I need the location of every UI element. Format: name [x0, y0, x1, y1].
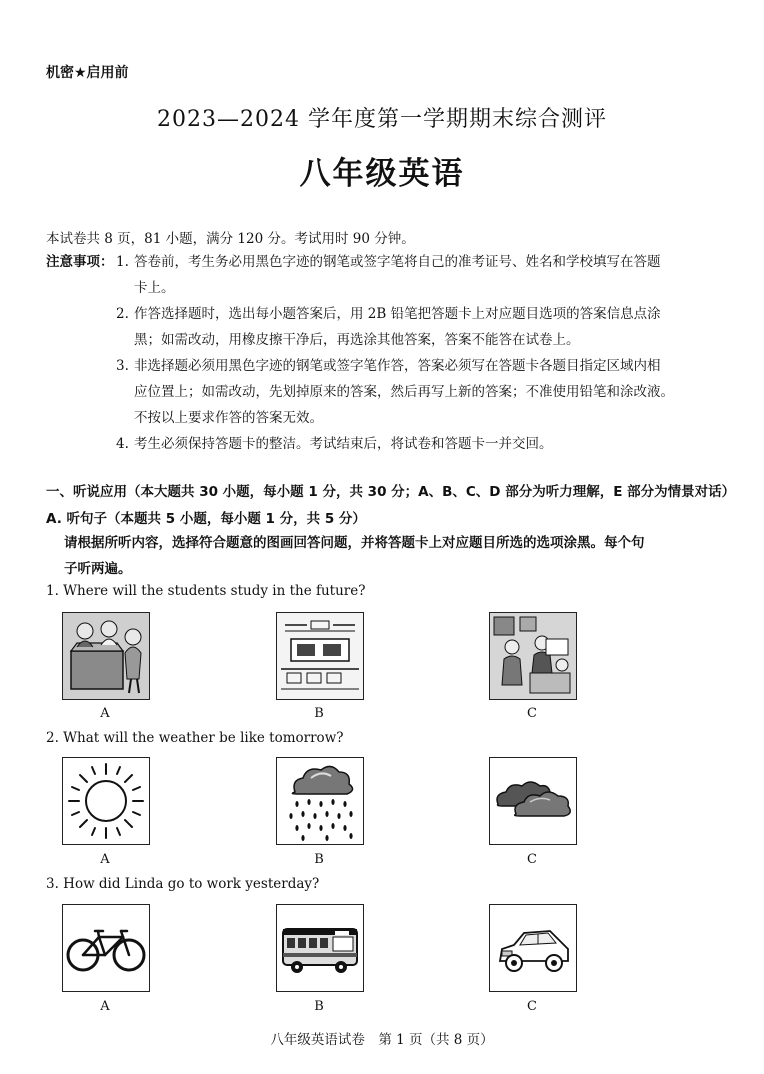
exam-subject: 八年级英语: [299, 156, 465, 192]
notice-item-4: [116, 431, 726, 457]
option-label: A: [100, 999, 110, 1014]
option-label: B: [314, 999, 324, 1014]
rain-cloud-icon[interactable]: [276, 757, 364, 845]
notice-num: 3.: [116, 358, 129, 374]
section-heading: 一、听说应用（本大题共 30 小题，每小题 1 分，共 30 分；A、B、C、D 部分为听力理解，E 部分为情景对话）: [46, 484, 736, 500]
notice-item-2: [116, 301, 726, 353]
notice-line: 考生必须保持答题卡的整洁。考试结束后，将试卷和答题卡一并交回。: [134, 436, 553, 452]
exam-title: 2023—2024 学年度第一学期期末综合测评: [157, 107, 607, 132]
option-label: A: [100, 706, 110, 721]
page-footer: 八年级英语试卷 第 1 页（共 8 页）: [270, 1032, 494, 1048]
option-label: C: [527, 999, 537, 1014]
notice-line: 作答选择题时，选出每小题答案后，用 2B 铅笔把答题卡上对应题目选项的答案信息点涂: [134, 306, 661, 322]
notice-line: 黑；如需改动，用橡皮擦干净后，再选涂其他答案，答案不能答在试卷上。: [134, 332, 580, 348]
intro-text: 本试卷共 8 页，81 小题，满分 120 分。考试用时 90 分钟。: [46, 231, 415, 247]
option-label: C: [527, 852, 537, 867]
notice-line: 卡上。: [134, 280, 175, 296]
option-label: B: [314, 706, 324, 721]
bus-icon[interactable]: [276, 904, 364, 992]
instruction-line: 请根据所听内容，选择符合题意的图画回答问题，并将答题卡上对应题目所选的选项涂黑。每个句: [64, 535, 645, 551]
option-label: C: [527, 706, 537, 721]
notice-label: 注意事项：: [46, 254, 114, 270]
classroom-teacher-students-icon[interactable]: [62, 612, 150, 700]
notice-num: 2.: [116, 306, 129, 322]
confidential-mark: 机密★启用前: [46, 65, 129, 81]
notice-line: 非选择题必须用黑色字迹的钢笔或签字笔作答，答案必须写在答题卡各题目指定区域内相: [134, 358, 661, 374]
notice-item-3: [116, 353, 726, 431]
cloud-icon[interactable]: [489, 757, 577, 845]
car-icon[interactable]: [489, 904, 577, 992]
notice-line: 答卷前，考生务必用黑色字迹的钢笔或签字笔将自己的准考证号、姓名和学校填写在答题: [134, 254, 661, 270]
option-label: B: [314, 852, 324, 867]
question-2: 2. What will the weather be like tomorrow?: [46, 730, 344, 746]
option-label: A: [100, 852, 110, 867]
people-at-home-computer-icon[interactable]: [489, 612, 577, 700]
instruction: [64, 530, 724, 582]
bicycle-icon[interactable]: [62, 904, 150, 992]
part-heading: A. 听句子（本题共 5 小题，每小题 1 分，共 5 分）: [46, 511, 366, 527]
notice-item-1: [116, 249, 726, 301]
instruction-line: 子听两遍。: [64, 561, 132, 577]
notice-line: 应位置上；如需改动，先划掉原来的答案，然后再写上新的答案；不准使用铅笔和涂改液。: [134, 384, 674, 400]
notice-num: 1.: [116, 254, 129, 270]
sun-icon[interactable]: [62, 757, 150, 845]
question-3: 3. How did Linda go to work yesterday?: [46, 876, 320, 892]
question-1: 1. Where will the students study in the future?: [46, 583, 366, 599]
computer-lab-icon[interactable]: [276, 612, 364, 700]
notice-num: 4.: [116, 436, 129, 452]
notice-line: 不按以上要求作答的答案无效。: [134, 410, 323, 426]
